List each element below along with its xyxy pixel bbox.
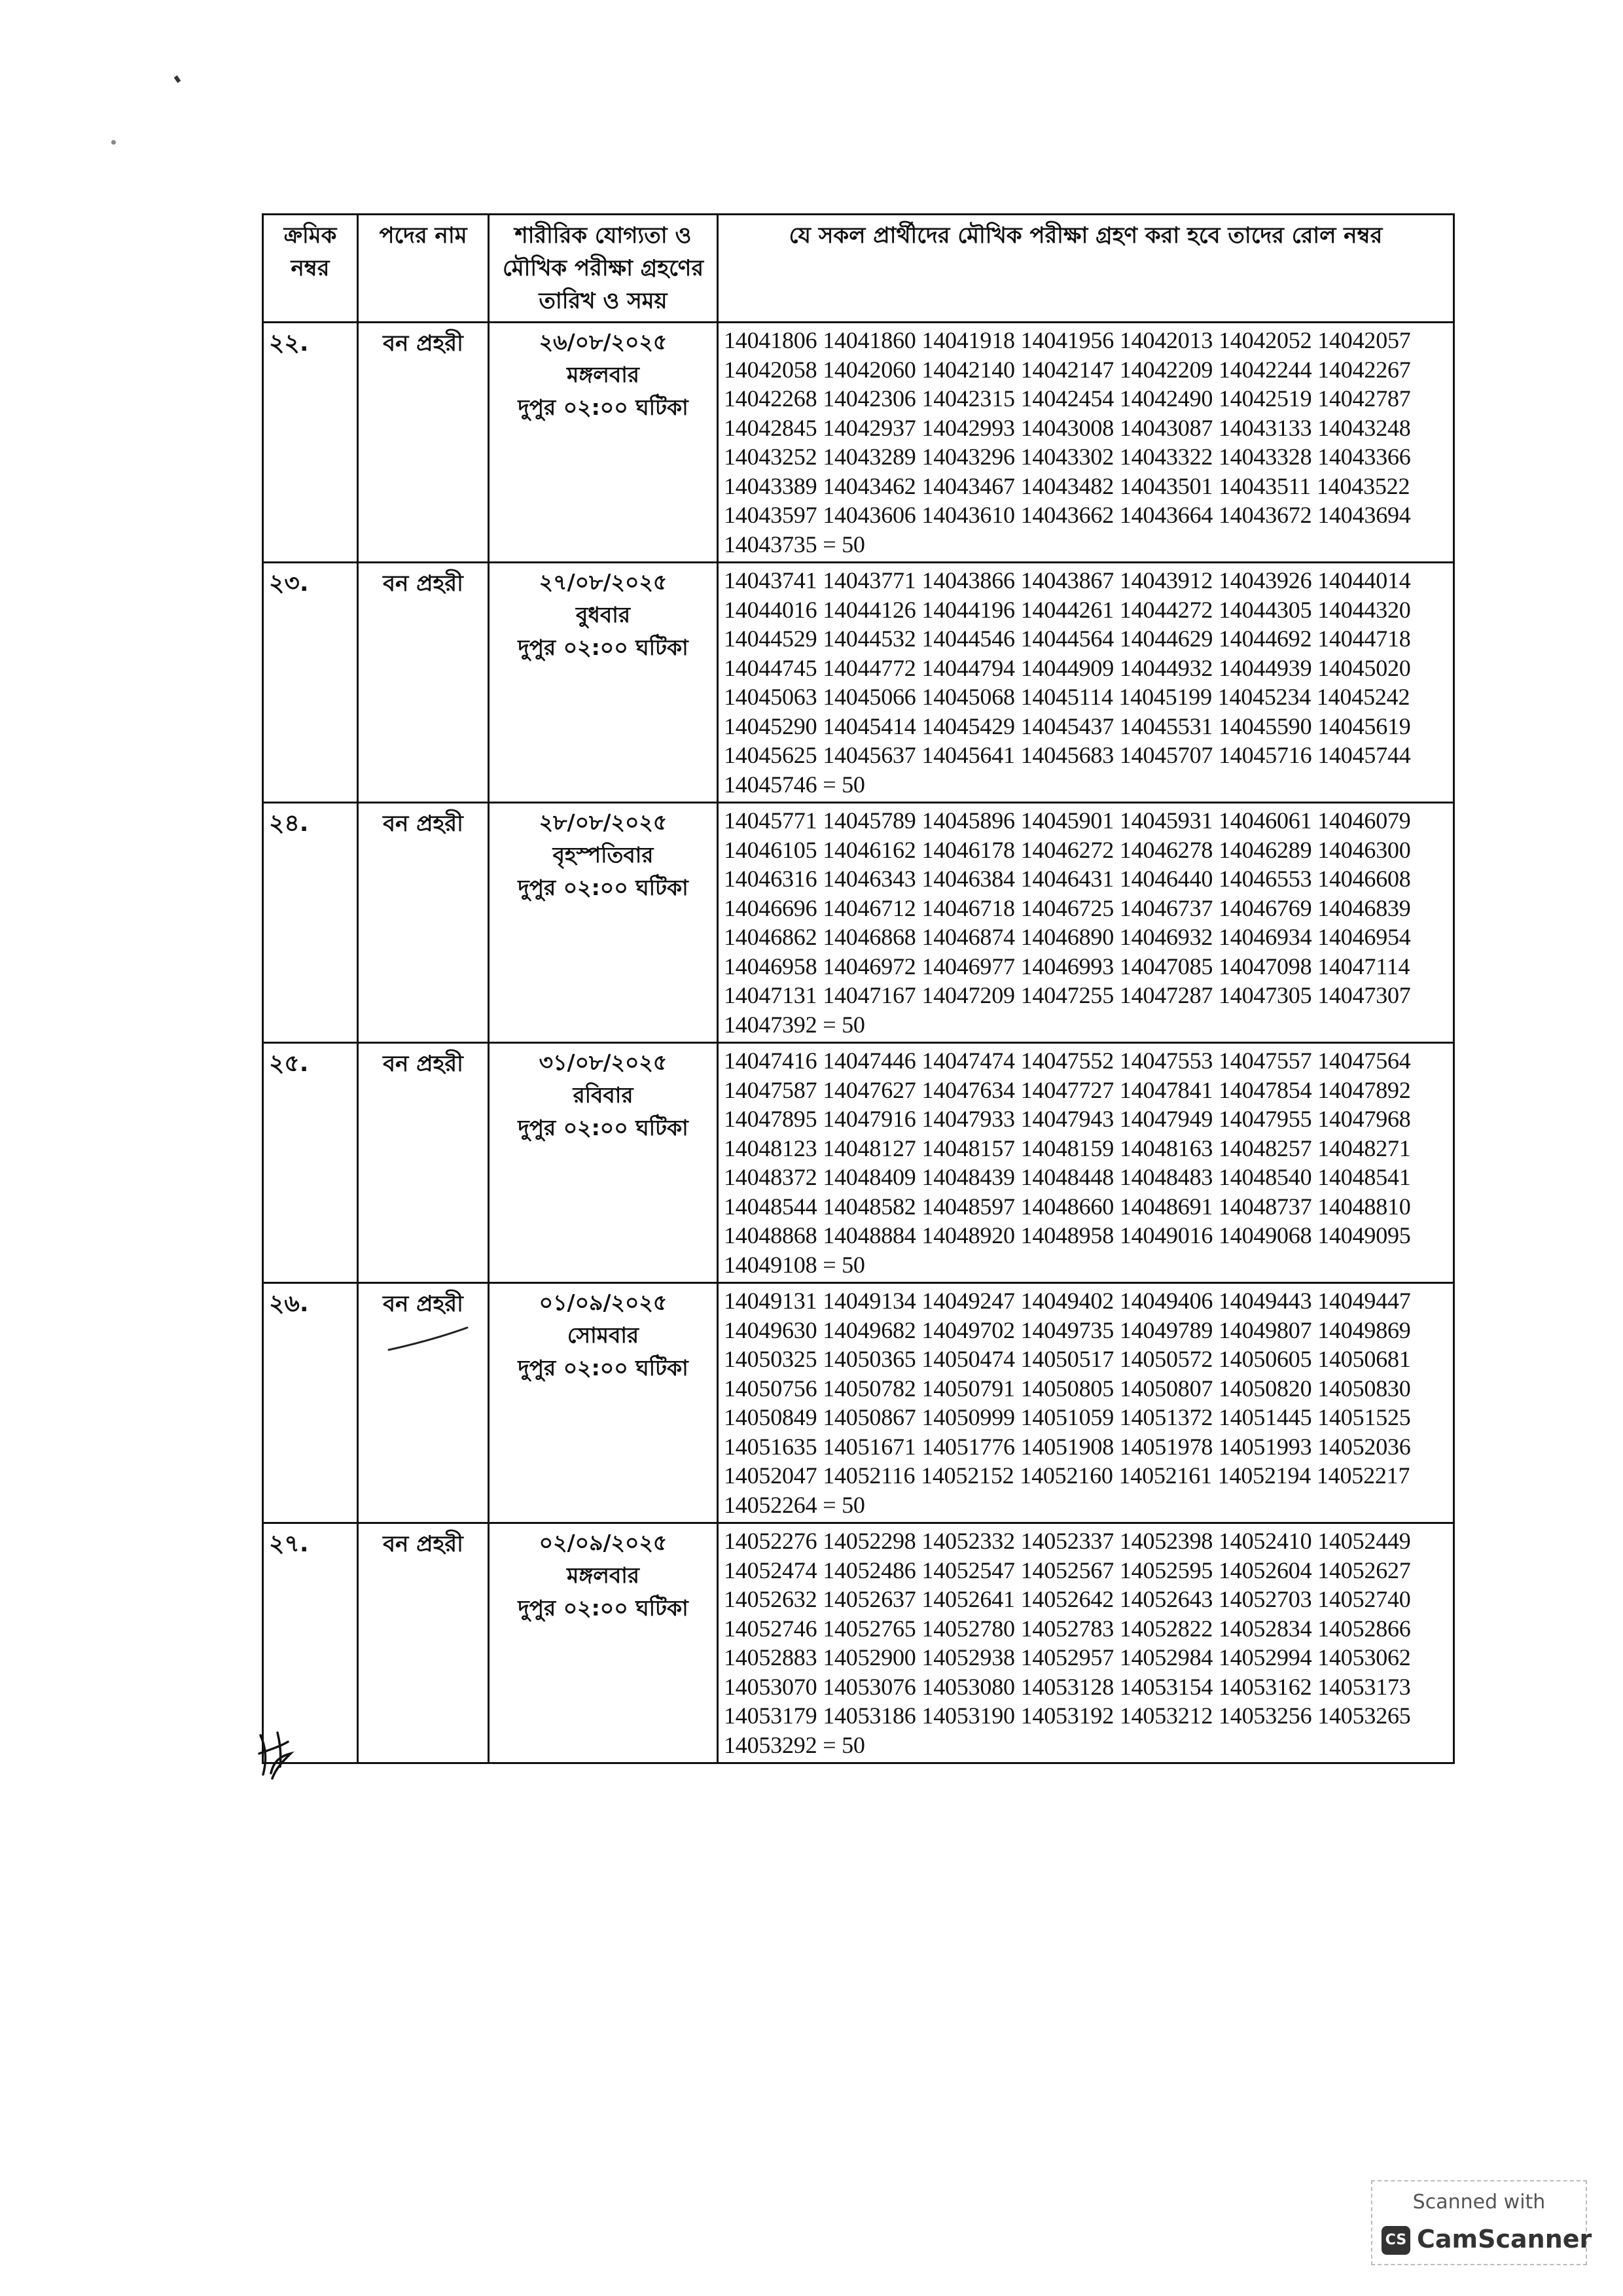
- roll-number-line: 14043597 14043606 14043610 14043662 14043664 14043672 14043694: [724, 502, 1411, 528]
- exam-date: ২৬/০৮/২০২৫: [539, 329, 668, 355]
- exam-time: দুপুর ০২:০০ ঘটিকা: [518, 1115, 688, 1140]
- post-name-cell: বন প্রহরী: [358, 323, 489, 563]
- roll-number-line: 14052474 14052486 14052547 14052567 14052595 14052604 14052627: [724, 1557, 1411, 1583]
- roll-number-line: 14042268 14042306 14042315 14042454 14042490 14042519 14042787: [724, 385, 1411, 412]
- exam-time: দুপুর ০২:০০ ঘটিকা: [518, 1595, 688, 1621]
- roll-number-line: 14044016 14044126 14044196 14044261 14044272 14044305 14044320: [724, 596, 1411, 623]
- roll-number-line: 14043252 14043289 14043296 14043302 14043322 14043328 14043366: [724, 444, 1411, 470]
- roll-number-line: 14046958 14046972 14046977 14046993 14047085 14047098 14047114: [724, 953, 1410, 980]
- table-row: [263, 1043, 1454, 1283]
- post-name-cell: বন প্রহরী: [358, 1043, 489, 1283]
- roll-number-line: 14052276 14052298 14052332 14052337 14052398 14052410 14052449: [724, 1528, 1411, 1554]
- initials-signature: [254, 1727, 300, 1783]
- roll-number-table: [262, 213, 1455, 1764]
- roll-number-line: 14052746 14052765 14052780 14052783 14052822 14052834 14052866: [724, 1615, 1411, 1642]
- exam-datetime-cell: [489, 563, 718, 803]
- serial-number-cell: ২৪.: [263, 803, 358, 1043]
- exam-date: ০২/০৯/২০২৫: [539, 1530, 668, 1555]
- roll-number-line: 14043735 = 50: [724, 531, 865, 557]
- roll-number-line: 14050849 14050867 14050999 14051059 14051372 14051445 14051525: [724, 1404, 1411, 1430]
- exam-date: ৩১/০৮/২০২৫: [539, 1050, 668, 1075]
- roll-number-line: 14047131 14047167 14047209 14047255 14047287 14047305 14047307: [724, 982, 1411, 1008]
- table-row: [263, 563, 1454, 803]
- camscanner-watermark: [1371, 2180, 1592, 2265]
- post-name-cell: বন প্রহরী: [358, 803, 489, 1043]
- table-header-row: [263, 215, 1454, 323]
- roll-number-line: 14043389 14043462 14043467 14043482 14043501 14043511 14043522: [724, 472, 1410, 499]
- exam-time: দুপুর ০২:০০ ঘটিকা: [518, 395, 688, 420]
- header-post-name: পদের নাম: [358, 215, 489, 323]
- serial-number-cell: ২৬.: [263, 1283, 358, 1523]
- exam-datetime-cell: [489, 1043, 718, 1283]
- exam-datetime-cell: [489, 803, 718, 1043]
- roll-number-line: 14045063 14045066 14045068 14045114 14045199 14045234 14045242: [724, 684, 1410, 710]
- roll-number-line: 14049108 = 50: [724, 1251, 865, 1278]
- roll-number-line: 14047895 14047916 14047933 14047943 14047949 14047955 14047968: [724, 1106, 1411, 1132]
- roll-number-line: 14053070 14053076 14053080 14053128 14053154 14053162 14053173: [724, 1673, 1411, 1700]
- header-serial: ক্রমিক নম্বর: [263, 215, 358, 323]
- exam-day: রবিবার: [573, 1082, 633, 1108]
- roll-number-line: 14047587 14047627 14047634 14047727 14047841 14047854 14047892: [724, 1076, 1411, 1103]
- exam-time: দুপুর ০২:০০ ঘটিকা: [518, 875, 688, 900]
- roll-number-line: 14053292 = 50: [724, 1731, 865, 1758]
- roll-number-line: 14048868 14048884 14048920 14048958 14049016 14049068 14049095: [724, 1222, 1411, 1248]
- roll-number-line: 14050756 14050782 14050791 14050805 14050807 14050820 14050830: [724, 1375, 1411, 1402]
- scan-speck: [174, 75, 181, 83]
- exam-datetime-cell: [489, 1523, 718, 1763]
- exam-datetime-cell: [489, 323, 718, 563]
- roll-number-line: 14046862 14046868 14046874 14046890 14046932 14046934 14046954: [724, 924, 1411, 950]
- roll-number-line: 14042845 14042937 14042993 14043008 14043087 14043133 14043248: [724, 414, 1411, 441]
- roll-number-line: 14047392 = 50: [724, 1011, 865, 1038]
- roll-number-line: 14048123 14048127 14048157 14048159 14048163 14048257 14048271: [724, 1135, 1411, 1161]
- roll-number-line: 14045625 14045637 14045641 14045683 14045707 14045716 14045744: [724, 742, 1411, 768]
- table-row: [263, 1283, 1454, 1523]
- roll-number-line: 14045290 14045414 14045429 14045437 14045531 14045590 14045619: [724, 713, 1411, 739]
- roll-number-line: 14042058 14042060 14042140 14042147 14042209 14042244 14042267: [724, 356, 1411, 383]
- roll-number-line: 14044745 14044772 14044794 14044909 14044932 14044939 14045020: [724, 654, 1411, 681]
- exam-date: ২৮/০৮/২০২৫: [539, 809, 668, 835]
- roll-number-line: 14041806 14041860 14041918 14041956 14042013 14042052 14042057: [724, 327, 1411, 353]
- post-name-cell: বন প্রহরী: [358, 1523, 489, 1763]
- roll-numbers-cell: [718, 1523, 1454, 1763]
- camscanner-logo-icon: CS: [1382, 2226, 1410, 2255]
- roll-number-line: 14044529 14044532 14044546 14044564 14044629 14044692 14044718: [724, 626, 1411, 652]
- roll-numbers-cell: [718, 803, 1454, 1043]
- roll-number-line: 14045746 = 50: [724, 771, 865, 798]
- roll-number-line: 14050325 14050365 14050474 14050517 14050572 14050605 14050681: [724, 1346, 1411, 1372]
- roll-number-line: 14049131 14049134 14049247 14049402 14049406 14049443 14049447: [724, 1288, 1411, 1314]
- header-exam-datetime: শারীরিক যোগ্যতা ও মৌখিক পরীক্ষা গ্রহণের তারিখ ও সময়: [489, 215, 718, 323]
- roll-number-line: 14053179 14053186 14053190 14053192 14053212 14053256 14053265: [724, 1703, 1411, 1729]
- roll-number-line: 14052632 14052637 14052641 14052642 14052643 14052703 14052740: [724, 1586, 1411, 1612]
- roll-number-line: 14043741 14043771 14043866 14043867 14043912 14043926 14044014: [724, 567, 1411, 593]
- roll-number-line: 14051635 14051671 14051776 14051908 14051978 14051993 14052036: [724, 1433, 1411, 1460]
- post-name-cell: বন প্রহরী: [358, 1283, 489, 1523]
- serial-number-cell: ২৩.: [263, 563, 358, 803]
- roll-number-line: 14046316 14046343 14046384 14046431 14046440 14046553 14046608: [724, 866, 1411, 892]
- exam-datetime-cell: [489, 1283, 718, 1523]
- exam-time: দুপুর ০২:০০ ঘটিকা: [518, 635, 688, 660]
- roll-numbers-cell: [718, 563, 1454, 803]
- post-name-cell: বন প্রহরী: [358, 563, 489, 803]
- table-row: [263, 1523, 1454, 1763]
- roll-numbers-cell: [718, 1283, 1454, 1523]
- serial-number-cell: ২৫.: [263, 1043, 358, 1283]
- roll-number-line: 14045771 14045789 14045896 14045901 14045931 14046061 14046079: [724, 807, 1411, 834]
- roll-numbers-cell: [718, 1043, 1454, 1283]
- table-row: [263, 803, 1454, 1043]
- watermark-caption: Scanned with: [1412, 2191, 1546, 2214]
- roll-number-line: 14048544 14048582 14048597 14048660 14048691 14048737 14048810: [724, 1193, 1411, 1220]
- table-row: [263, 323, 1454, 563]
- exam-day: সোমবার: [567, 1322, 639, 1348]
- roll-number-line: 14048372 14048409 14048439 14048448 14048483 14048540 14048541: [724, 1164, 1411, 1190]
- watermark-brand: CamScanner: [1417, 2225, 1592, 2253]
- roll-numbers-cell: [718, 323, 1454, 563]
- exam-time: দুপুর ০২:০০ ঘটিকা: [518, 1355, 688, 1381]
- serial-number-cell: ২৭.: [263, 1523, 358, 1763]
- exam-day: বৃহস্পতিবার: [552, 842, 654, 868]
- scan-speck: [111, 140, 116, 145]
- header-roll-numbers: যে সকল প্রার্থীদের মৌখিক পরীক্ষা গ্রহণ করা হবে তাদের রোল নম্বর: [718, 215, 1454, 323]
- roll-number-line: 14052264 = 50: [724, 1491, 865, 1518]
- exam-day: বুধবার: [576, 602, 630, 627]
- exam-date: ২৭/০৮/২০২৫: [539, 569, 668, 595]
- roll-number-line: 14046105 14046162 14046178 14046272 14046278 14046289 14046300: [724, 836, 1411, 863]
- roll-number-line: 14049630 14049682 14049702 14049735 14049789 14049807 14049869: [724, 1316, 1411, 1343]
- serial-number-cell: ২২.: [263, 323, 358, 563]
- exam-day: মঙ্গলবার: [567, 1563, 639, 1588]
- exam-date: ০১/০৯/২০২৫: [539, 1290, 668, 1315]
- roll-number-line: 14047416 14047446 14047474 14047552 14047553 14047557 14047564: [724, 1048, 1411, 1074]
- roll-number-line: 14046696 14046712 14046718 14046725 14046737 14046769 14046839: [724, 894, 1411, 921]
- pen-stroke-mark: [386, 1325, 471, 1354]
- roll-number-line: 14052047 14052116 14052152 14052160 14052161 14052194 14052217: [724, 1462, 1410, 1489]
- exam-day: মঙ্গলবার: [567, 362, 639, 387]
- roll-number-line: 14052883 14052900 14052938 14052957 14052984 14052994 14053062: [724, 1644, 1411, 1670]
